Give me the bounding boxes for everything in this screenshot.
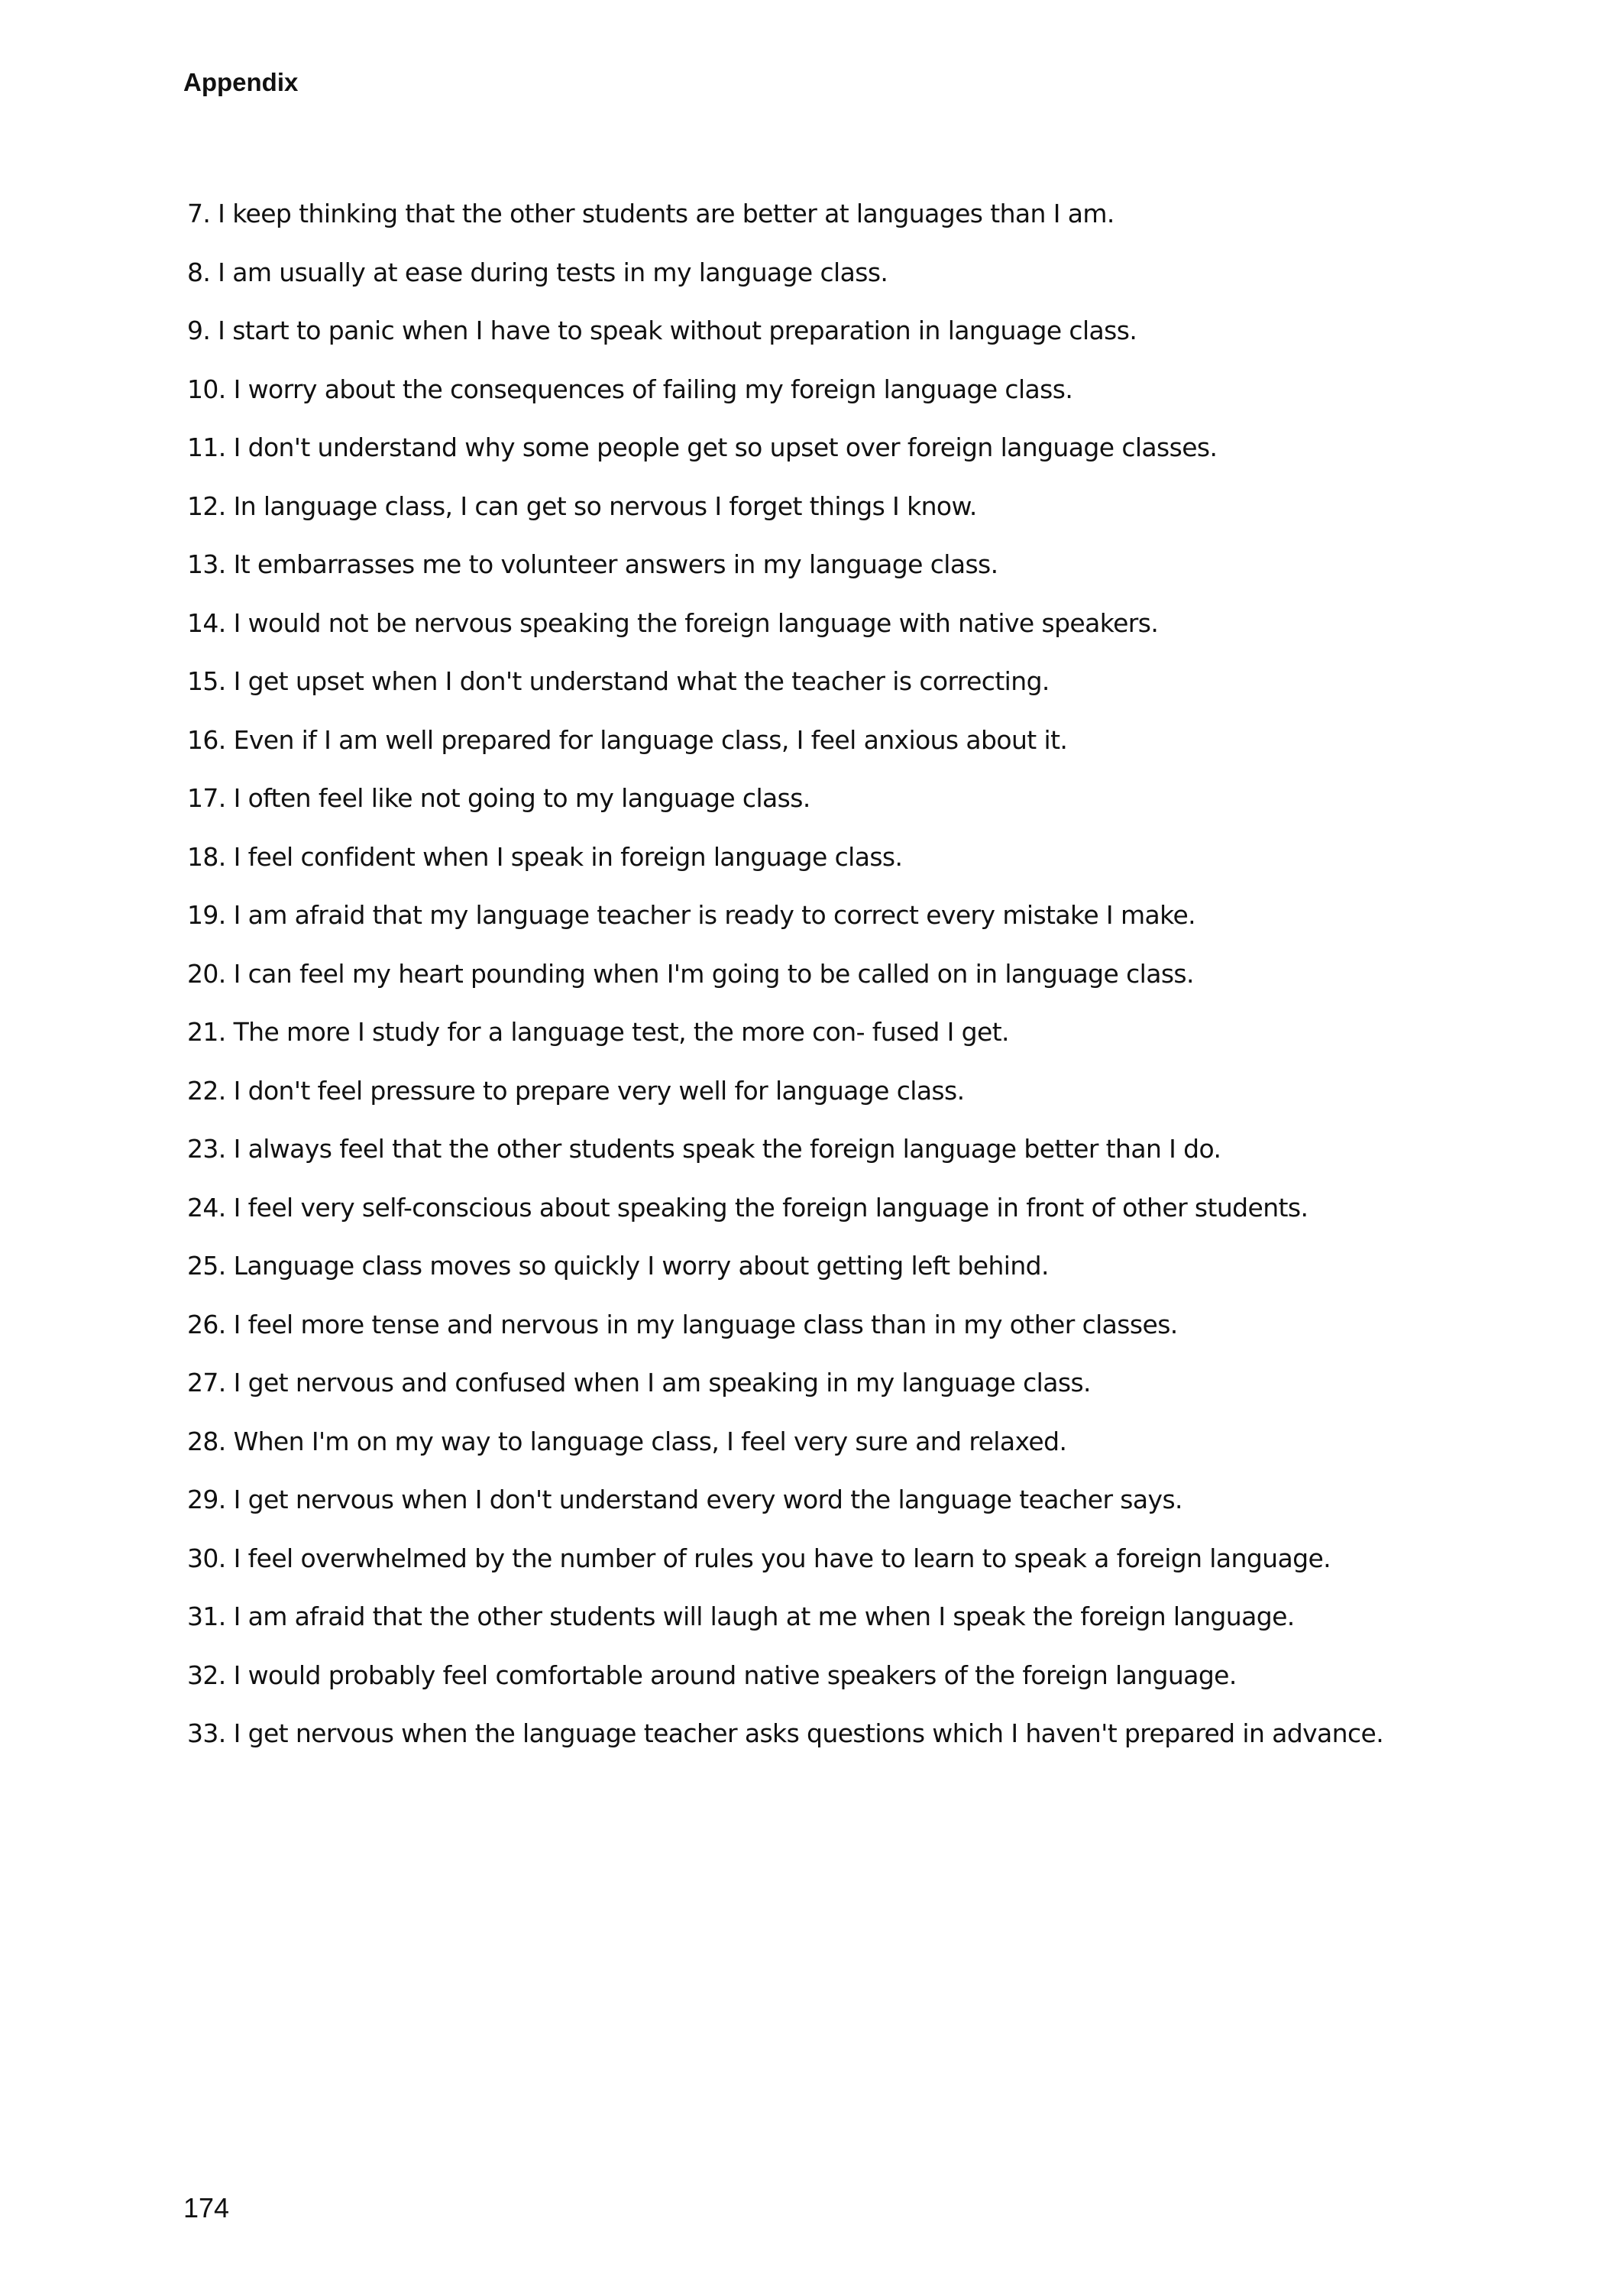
list-item: 33. I get nervous when the language teacher asks questions which I haven't prepared in advance. <box>187 1718 1384 1748</box>
list-item: 14. I would not be nervous speaking the foreign language with native speakers. <box>187 607 1159 638</box>
list-item: 28. When I'm on my way to language class, I feel very sure and relaxed. <box>187 1426 1067 1456</box>
list-item: 24. I feel very self-conscious about speaking the foreign language in front of other students. <box>187 1192 1309 1223</box>
list-item: 12. In language class, I can get so nervous I forget things I know. <box>187 491 977 521</box>
list-item: 7. I keep thinking that the other students are better at languages than I am. <box>187 199 1114 228</box>
list-item: 10. I worry about the consequences of failing my foreign language class. <box>187 374 1073 404</box>
questionnaire-item-list <box>187 185 1394 1763</box>
list-item: 21. The more I study for a language test, the more con- fused I get. <box>187 1017 1009 1047</box>
list-item: 22. I don't feel pressure to prepare very well for language class. <box>187 1075 965 1106</box>
list-item: 11. I don't understand why some people get so upset over foreign language classes. <box>187 432 1218 462</box>
list-item: 16. Even if I am well prepared for language class, I feel anxious about it. <box>187 724 1068 755</box>
list-item: 31. I am afraid that the other students will laugh at me when I speak the foreign language. <box>187 1602 1295 1631</box>
list-item: 27. I get nervous and confused when I am speaking in my language class. <box>187 1368 1091 1397</box>
list-item: 13. It embarrasses me to volunteer answers in my language class. <box>187 549 998 579</box>
list-item: 25. Language class moves so quickly I worry about getting left behind. <box>187 1251 1049 1281</box>
list-item: 23. I always feel that the other students speak the foreign language better than I do. <box>187 1134 1221 1164</box>
page-number: 174 <box>183 2192 230 2223</box>
list-item: 18. I feel confident when I speak in foreign language class. <box>187 841 903 872</box>
running-header: Appendix <box>183 68 299 96</box>
list-item: 20. I can feel my heart pounding when I'm going to be called on in language class. <box>187 958 1194 989</box>
list-item: 32. I would probably feel comfortable around native speakers of the foreign language. <box>187 1660 1237 1690</box>
list-item: 26. I feel more tense and nervous in my language class than in my other classes. <box>187 1309 1178 1339</box>
list-item: 29. I get nervous when I don't understand every word the language teacher says. <box>187 1485 1182 1514</box>
list-item: 8. I am usually at ease during tests in my language class. <box>187 257 888 287</box>
list-item: 9. I start to panic when I have to speak without preparation in language class. <box>187 316 1137 345</box>
list-item: 17. I often feel like not going to my language class. <box>187 783 810 813</box>
list-item: 15. I get upset when I don't understand what the teacher is correcting. <box>187 666 1050 696</box>
list-item: 30. I feel overwhelmed by the number of rules you have to learn to speak a foreign language. <box>187 1543 1331 1573</box>
list-item: 19. I am afraid that my language teacher is ready to correct every mistake I make. <box>187 900 1196 930</box>
